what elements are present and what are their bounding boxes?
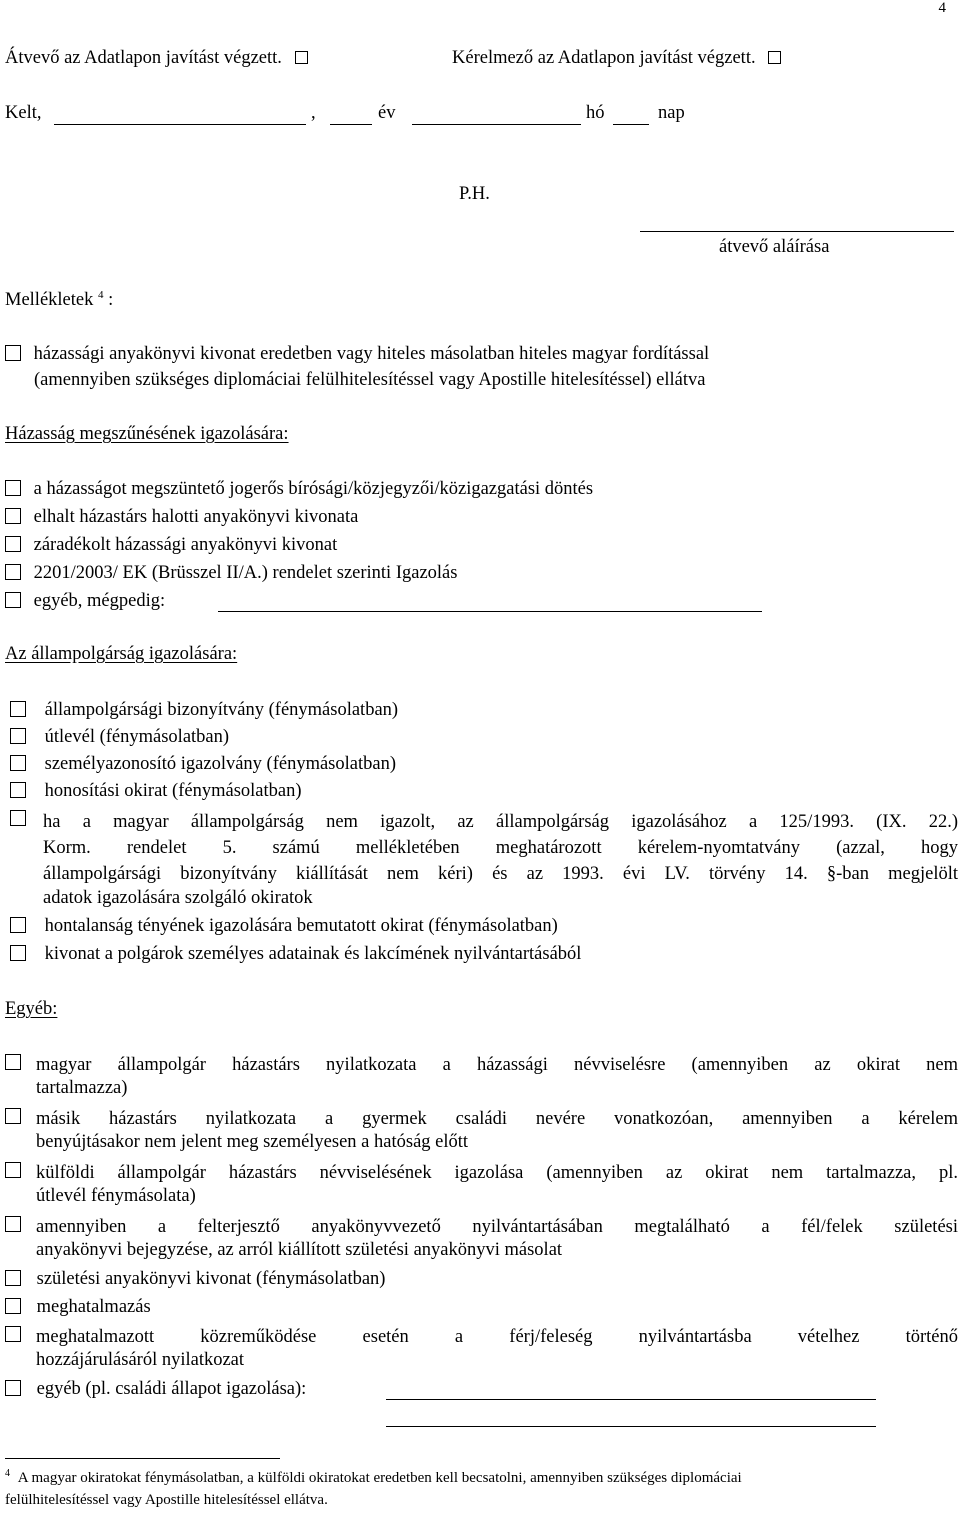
citizenship-long-l4: adatok igazolására szolgáló okiratok (43, 888, 313, 908)
other-item-7 (5, 1325, 21, 1346)
receiver-correction-row (5, 48, 308, 69)
other-label-8: egyéb (pl. családi állapot igazolása): (36, 1379, 307, 1399)
other-checkbox-1[interactable] (5, 1054, 21, 1070)
citizenship-long-l2: Korm. rendelet 5. számú mellékletében meghatározott kérelem-nyomtatvány (azzal, hogy (43, 838, 958, 858)
other-item-8 (5, 1379, 306, 1400)
other-label-7-l1: meghatalmazott közreműködése esetén a férj/feleség nyilvántartásba vételhez történő (36, 1327, 958, 1347)
other-label-2-l2: benyújtásakor nem jelent meg személyesen a hatóság előtt (36, 1132, 469, 1152)
other-item-6 (5, 1297, 151, 1318)
citizenship-checkbox-4[interactable] (10, 782, 26, 798)
other-item-3 (5, 1161, 21, 1182)
other-item-2 (5, 1107, 21, 1128)
other-label-6: meghatalmazás (36, 1297, 151, 1317)
citizenship-item-4 (10, 781, 302, 802)
footnote-mark: 4 (5, 1468, 10, 1479)
other-label-1-l2: tartalmazza) (36, 1078, 128, 1098)
citizenship-label-6: hontalanság tényének igazolására bemutatott okirat (fénymásolatban) (44, 916, 558, 936)
page-number: 4 (938, 0, 946, 16)
day-label: nap (658, 103, 685, 123)
citizenship-item-3 (10, 754, 396, 775)
marriage-cert-line1: házassági anyakönyvi kivonat eredetben vagy hiteles másolatban hiteles magyar fordítással (33, 344, 710, 364)
citizenship-long-l3: állampolgársági bizonyítvány kiállítását nem kéri) és az 1993. évi LV. törvény 14. §-ban megjelölt (43, 864, 958, 884)
other-label-3-l1: külföldi állampolgár házastárs névviselésének igazolása (amennyiben az okirat nem tartalmazza, pl. (36, 1163, 958, 1183)
month-label: hó (586, 103, 605, 123)
other-item-5 (5, 1269, 385, 1290)
attachments-title (5, 290, 113, 311)
termination-heading: Házasság megszűnésének igazolására: (5, 424, 289, 444)
kelt-comma: , (311, 103, 316, 123)
marriage-cert-line2: (amennyiben szükséges diplomáciai felülhitelesítéssel vagy Apostille hitelesítéssel) ellátva (34, 370, 706, 390)
termination-checkbox-2[interactable] (5, 508, 21, 524)
other-label-1-l1: magyar állampolgár házastárs nyilatkozata a házassági névviselésre (amennyiben az okirat nem (36, 1055, 958, 1075)
other-item-4 (5, 1215, 21, 1236)
applicant-correction-checkbox[interactable] (768, 51, 781, 64)
stamp-label: P.H. (459, 184, 490, 204)
termination-item-1 (5, 479, 593, 500)
applicant-correction-label: Kérelmező az Adatlapon javítást végzett. (452, 48, 756, 68)
year-field[interactable] (330, 124, 372, 125)
termination-label-1: a házasságot megszüntető jogerős bírósági/közjegyzői/közigazgatási döntés (33, 479, 594, 499)
footnote-line1: A magyar okiratokat fénymásolatban, a külföldi okiratokat eredetben kell becsatolni, amennyiben szükséges diplomáciai (17, 1470, 742, 1486)
other-checkbox-4[interactable] (5, 1216, 21, 1232)
other-label-2-l1: másik házastárs nyilatkozata a gyermek családi nevére vonatkozóan, amennyiben a kérelem (36, 1109, 958, 1129)
citizenship-item-6 (10, 916, 558, 937)
citizenship-checkbox-3[interactable] (10, 755, 26, 771)
citizenship-long-l1: ha a magyar állampolgárság nem igazolt, az állampolgárság igazolásához a 125/1993. (IX. 22.) (43, 812, 958, 832)
other-checkbox-5[interactable] (5, 1270, 21, 1286)
termination-checkbox-4[interactable] (5, 564, 21, 580)
citizenship-heading: Az állampolgárság igazolására: (5, 644, 238, 664)
applicant-correction-row (452, 48, 781, 69)
citizenship-label-3: személyazonosító igazolvány (fénymásolatban) (44, 754, 396, 774)
kelt-label: Kelt, (5, 103, 42, 123)
termination-item-2 (5, 507, 358, 528)
footnote-separator (5, 1458, 280, 1459)
citizenship-checkbox-2[interactable] (10, 728, 26, 744)
termination-item-4 (5, 563, 457, 584)
other-checkbox-2[interactable] (5, 1108, 21, 1124)
citizenship-item-1 (10, 700, 398, 721)
termination-label-4: 2201/2003/ EK (Brüsszel II/A.) rendelet szerinti Igazolás (33, 563, 458, 583)
termination-checkbox-3[interactable] (5, 536, 21, 552)
receiver-correction-checkbox[interactable] (295, 51, 308, 64)
citizenship-item-7 (10, 944, 581, 965)
attachments-title-colon: : (108, 290, 114, 310)
other-label-4-l2: anyakönyvi bejegyzése, az arról kiállított születési anyakönyvi másolat (36, 1240, 563, 1260)
other-label-7-l2: hozzájárulásáról nyilatkozat (36, 1350, 245, 1370)
month-field[interactable] (412, 124, 581, 125)
other-checkbox-7[interactable] (5, 1326, 21, 1342)
termination-other-field[interactable] (218, 611, 762, 612)
day-field[interactable] (613, 124, 649, 125)
footnote-line1-row (5, 1470, 742, 1487)
other-checkbox-8[interactable] (5, 1380, 21, 1396)
attachments-footnote-ref: 4 (97, 289, 104, 301)
termination-checkbox-5[interactable] (5, 592, 21, 608)
other-label-5: születési anyakönyvi kivonat (fénymásolatban) (36, 1269, 386, 1289)
termination-label-2: elhalt házastárs halotti anyakönyvi kivonata (33, 507, 359, 527)
signature-label: átvevő aláírása (719, 237, 830, 257)
citizenship-item-5 (10, 809, 26, 830)
citizenship-checkbox-5[interactable] (10, 810, 26, 826)
citizenship-item-2 (10, 727, 229, 748)
citizenship-label-4: honosítási okirat (fénymásolatban) (44, 781, 302, 801)
citizenship-label-1: állampolgársági bizonyítvány (fénymásolatban) (44, 700, 399, 720)
other-item-1 (5, 1053, 21, 1074)
termination-checkbox-1[interactable] (5, 480, 21, 496)
other-label-4-l1: amennyiben a felterjesztő anyakönyvvezető nyilvántartásában megtalálható a fél/felek születési (36, 1217, 958, 1237)
termination-item-3 (5, 535, 337, 556)
kelt-place-field[interactable] (54, 124, 306, 125)
other-checkbox-6[interactable] (5, 1298, 21, 1314)
other-detail-field-2[interactable] (386, 1426, 876, 1427)
marriage-cert-item (5, 344, 709, 365)
other-label-3-l2: útlevél fénymásolata) (36, 1186, 196, 1206)
signature-field[interactable] (640, 231, 954, 232)
citizenship-checkbox-1[interactable] (10, 701, 26, 717)
marriage-cert-checkbox[interactable] (5, 345, 21, 361)
receiver-correction-label: Átvevő az Adatlapon javítást végzett. (5, 48, 282, 68)
footnote-line2: felülhitelesítéssel vagy Apostille hitelesítéssel ellátva. (5, 1492, 328, 1508)
year-label: év (378, 103, 396, 123)
citizenship-checkbox-7[interactable] (10, 945, 26, 961)
other-checkbox-3[interactable] (5, 1162, 21, 1178)
termination-label-5: egyéb, mégpedig: (33, 591, 166, 611)
termination-label-3: záradékolt házassági anyakönyvi kivonat (33, 535, 338, 555)
citizenship-label-7: kivonat a polgárok személyes adatainak és lakcímének nyilvántartásából (44, 944, 582, 964)
citizenship-checkbox-6[interactable] (10, 917, 26, 933)
citizenship-label-2: útlevél (fénymásolatban) (44, 727, 230, 747)
attachments-title-text: Mellékletek (5, 290, 94, 310)
other-detail-field-1[interactable] (386, 1399, 876, 1400)
termination-item-5 (5, 591, 165, 612)
other-heading: Egyéb: (5, 999, 58, 1019)
